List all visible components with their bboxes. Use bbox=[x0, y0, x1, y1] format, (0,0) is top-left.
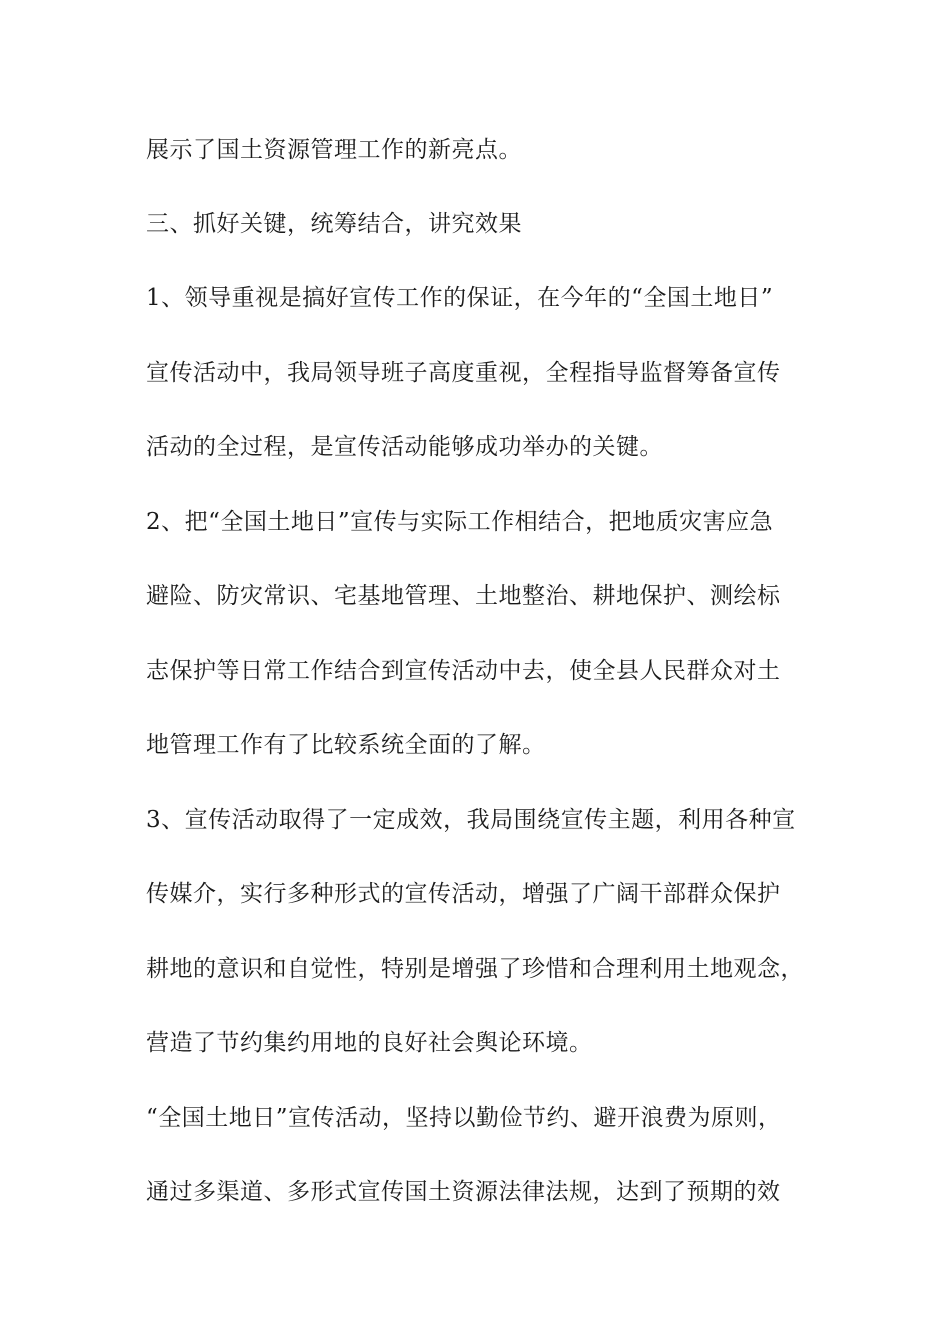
text-line-13: 营造了节约集约用地的良好社会舆论环境。 bbox=[146, 1030, 593, 1056]
text-line-1: 展示了国土资源管理工作的新亮点。 bbox=[146, 137, 522, 163]
text-line-7: 避险、防灾常识、宅基地管理、土地整治、耕地保护、测绘标 bbox=[146, 583, 781, 609]
text-line-9: 地管理工作有了比较系统全面的了解。 bbox=[146, 732, 546, 758]
section-heading: 三、抓好关键，统筹结合，讲究效果 bbox=[146, 211, 522, 237]
text-line-8: 志保护等日常工作结合到宣传活动中去，使全县人民群众对土 bbox=[146, 658, 781, 684]
text-line-14: “全国土地日”宣传活动，坚持以勤俭节约、避开浪费为原则， bbox=[146, 1105, 782, 1131]
text-line-5: 活动的全过程，是宣传活动能够成功举办的关键。 bbox=[146, 434, 663, 460]
text-line-3: 1、领导重视是搞好宣传工作的保证，在今年的“全国土地日” bbox=[146, 285, 774, 311]
text-line-15: 通过多渠道、多形式宣传国土资源法律法规，达到了预期的效 bbox=[146, 1179, 781, 1205]
text-line-6: 2、把“全国土地日”宣传与实际工作相结合，把地质灾害应急 bbox=[146, 509, 774, 535]
text-line-10: 3、宣传活动取得了一定成效，我局围绕宣传主题，利用各种宣 bbox=[146, 807, 796, 833]
text-line-4: 宣传活动中，我局领导班子高度重视，全程指导监督筹备宣传 bbox=[146, 360, 781, 386]
text-line-12: 耕地的意识和自觉性，特别是增强了珍惜和合理利用土地观念， bbox=[146, 956, 804, 982]
text-line-11: 传媒介，实行多种形式的宣传活动，增强了广阔干部群众保护 bbox=[146, 881, 781, 907]
